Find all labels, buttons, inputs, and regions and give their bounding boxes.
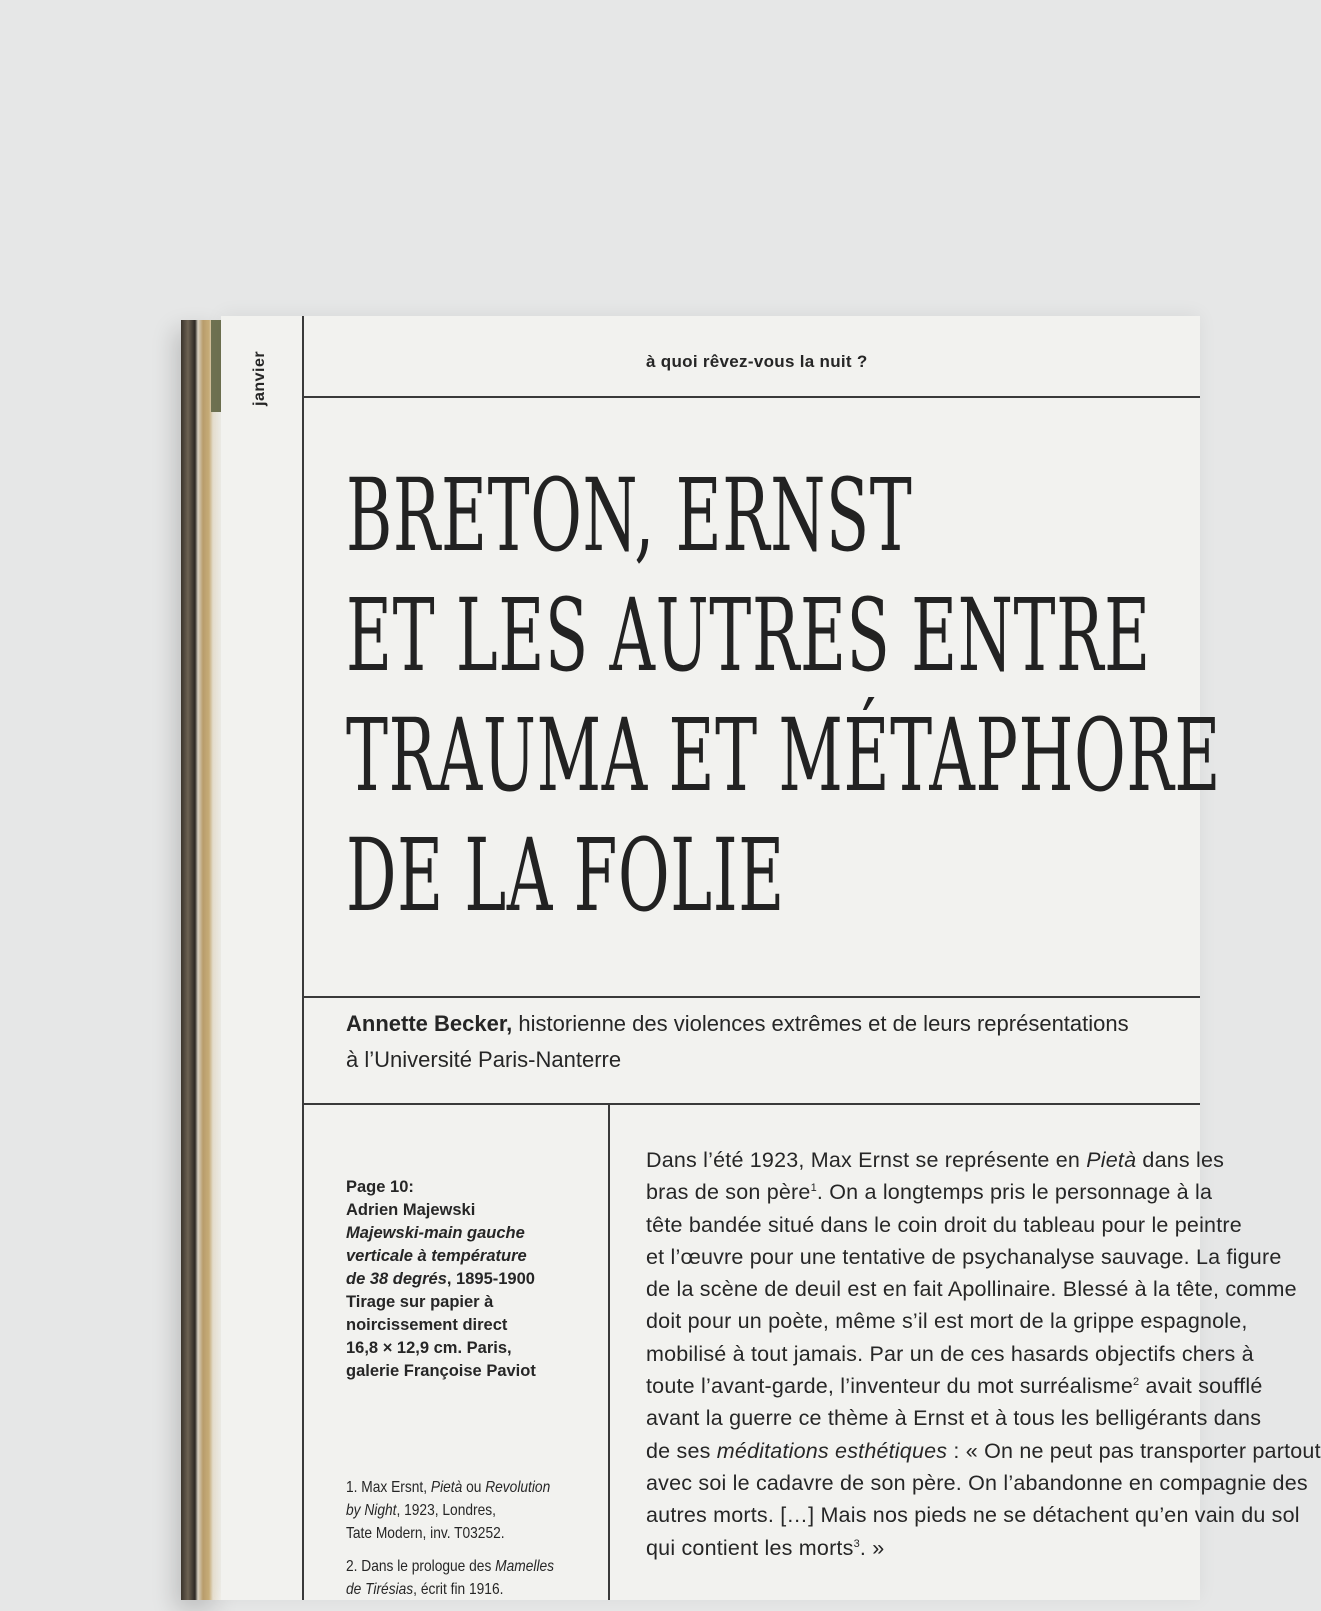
byline (346, 1006, 1129, 1078)
footnote-text: 2. Dans le prologue des (346, 1558, 496, 1575)
caption-line: 16,8 × 12,9 cm. Paris, (346, 1339, 512, 1357)
footnote-text: Tate Modern, inv. T03252. (346, 1525, 505, 1542)
book-edge (181, 320, 221, 1600)
footnote-work: by Night (346, 1502, 397, 1519)
footnote-work: Pietà (430, 1479, 463, 1496)
footnote-work: Mamelles (495, 1558, 555, 1575)
footnote-2 (346, 1555, 587, 1601)
title-line: DE LA FOLIE (346, 817, 785, 934)
footnote-text: 1. Max Ersnt, (346, 1479, 431, 1496)
ribbon-bookmark (211, 320, 221, 412)
body-line: qui contient les morts$^3$. » (646, 1535, 885, 1560)
body-line: de la scène de deuil est en fait Apollinaire. Blessé à la tête, comme (646, 1277, 1297, 1302)
body-line: et l’œuvre pour une tentative de psychanalyse sauvage. La figure (646, 1244, 1282, 1269)
body-line: Dans l’été 1923, Max Ernst se représente en Pietà dans les (646, 1148, 1225, 1172)
left-column-rule (302, 316, 304, 1600)
running-header: à quoi rêvez-vous la nuit ? (646, 352, 868, 371)
caption-work: Majewski-main gauche (346, 1224, 525, 1242)
footnote-1 (346, 1476, 587, 1545)
caption-work: verticale à température (346, 1247, 527, 1265)
article-title (346, 456, 1222, 936)
caption-line: galerie Françoise Paviot (346, 1362, 536, 1380)
author-role: historienne des violences extrêmes et de leurs représentations (512, 1011, 1129, 1036)
body-line: bras de son père$^1$. On a longtemps pris le personnage à la (646, 1180, 1213, 1205)
article-body (646, 1144, 1321, 1564)
body-line: autres morts. […] Mais nos pieds ne se détachent qu’en vain du sol (646, 1503, 1300, 1528)
footnote-work: Revolution (485, 1479, 551, 1496)
title-line: BRETON, ERNST (346, 457, 913, 574)
title-rule (302, 996, 1200, 998)
body-line: avant la guerre ce thème à Ernst et à tous les belligérants dans (646, 1406, 1262, 1431)
body-line: mobilisé à tout jamais. Par un de ces hasards objectifs chers à (646, 1341, 1254, 1366)
body-line: doit pour un poète, même s’il est mort de la grippe espagnole, (646, 1309, 1248, 1334)
caption-page: Page 10: (346, 1178, 414, 1196)
caption-line: Tirage sur papier à (346, 1293, 494, 1311)
author-name: Annette Becker, (346, 1011, 513, 1036)
footnote-text: , écrit fin 1916. (413, 1581, 504, 1598)
footnotes (346, 1476, 626, 1611)
byline-rule (302, 1103, 1200, 1105)
body-line: tête bandée situé dans le coin droit du tableau pour le peintre (646, 1212, 1242, 1237)
footnote-work: de Tirésias (346, 1581, 414, 1598)
caption-work: de 38 degrés (346, 1270, 447, 1288)
image-caption (346, 1176, 586, 1383)
title-line: ET LES AUTRES ENTRE (346, 577, 1151, 694)
section-label: janvier (251, 350, 268, 406)
body-line: de ses méditations esthétiques : « On ne peut pas transporter partout (646, 1438, 1321, 1463)
footnote-text: ou (462, 1479, 486, 1496)
header-rule (302, 396, 1200, 398)
footnote-text: , 1923, Londres, (396, 1502, 496, 1519)
caption-date: , 1895-1900 (446, 1270, 535, 1288)
caption-artist: Adrien Majewski (346, 1201, 476, 1219)
author-affiliation: à l’Université Paris-Nanterre (346, 1047, 622, 1072)
title-line: TRAUMA ET MÉTAPHORE (346, 697, 1222, 814)
body-line: avec soi le cadavre de son père. On l’abandonne en compagnie des (646, 1470, 1308, 1495)
caption-line: noircissement direct (346, 1316, 508, 1334)
body-line: toute l’avant-garde, l’inventeur du mot surréalisme$^2$ avait soufflé (646, 1374, 1263, 1399)
magazine-page (221, 316, 1321, 1600)
